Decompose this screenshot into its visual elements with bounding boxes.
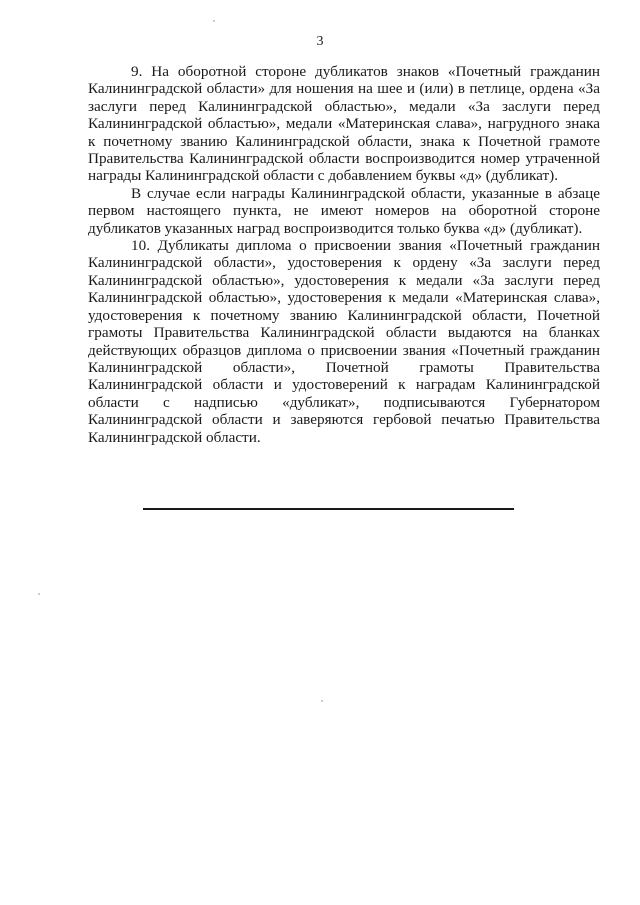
scan-speck xyxy=(321,700,323,702)
document-body xyxy=(88,63,600,446)
scan-speck xyxy=(213,20,215,22)
scan-speck xyxy=(38,593,40,595)
paragraph-9: 9. На оборотной стороне дубликатов знаков «Почетный гражданин Калининградской области» для ношения на шее и (или) в петлице, ордена «За заслуги перед Калининградской областью», медали «За заслуги перед Калининградской областью», медали «Материнская слава», нагрудного знака к почетному званию Калининградской области, знака к Почетной грамоте Правительства Калининградской области воспроизводится номер утраченной награды Калининградской области с добавлением буквы «д» (дубликат). xyxy=(88,63,600,185)
paragraph-10: 10. Дубликаты диплома о присвоении звания «Почетный гражданин Калининградской области», удостоверения к ордену «За заслуги перед Калининградской областью», удостоверения к медали «За заслуги перед Калининградской областью», удостоверения к медали «Материнская слава», удостоверения к почетному званию Калининградской области, Почетной грамоты Правительства Калининградской области выдаются на бланках действующих образцов диплома о присвоении звания «Почетный гражданин Калининградской области», Почетной грамоты Правительства Калининградской области и удостоверений к наградам Калининградской области с надписью «дубликат», подписываются Губернатором Калининградской области и заверяются гербовой печатью Правительства Калининградской области. xyxy=(88,237,600,446)
paragraph-9-subclause: В случае если награды Калининградской области, указанные в абзаце первом настоящего пункта, не имеют номеров на оборотной стороне дубликатов указанных наград воспроизводится только буква «д» (дубликат). xyxy=(88,184,600,237)
end-separator-line xyxy=(143,508,514,510)
page-number: 3 xyxy=(316,34,324,49)
